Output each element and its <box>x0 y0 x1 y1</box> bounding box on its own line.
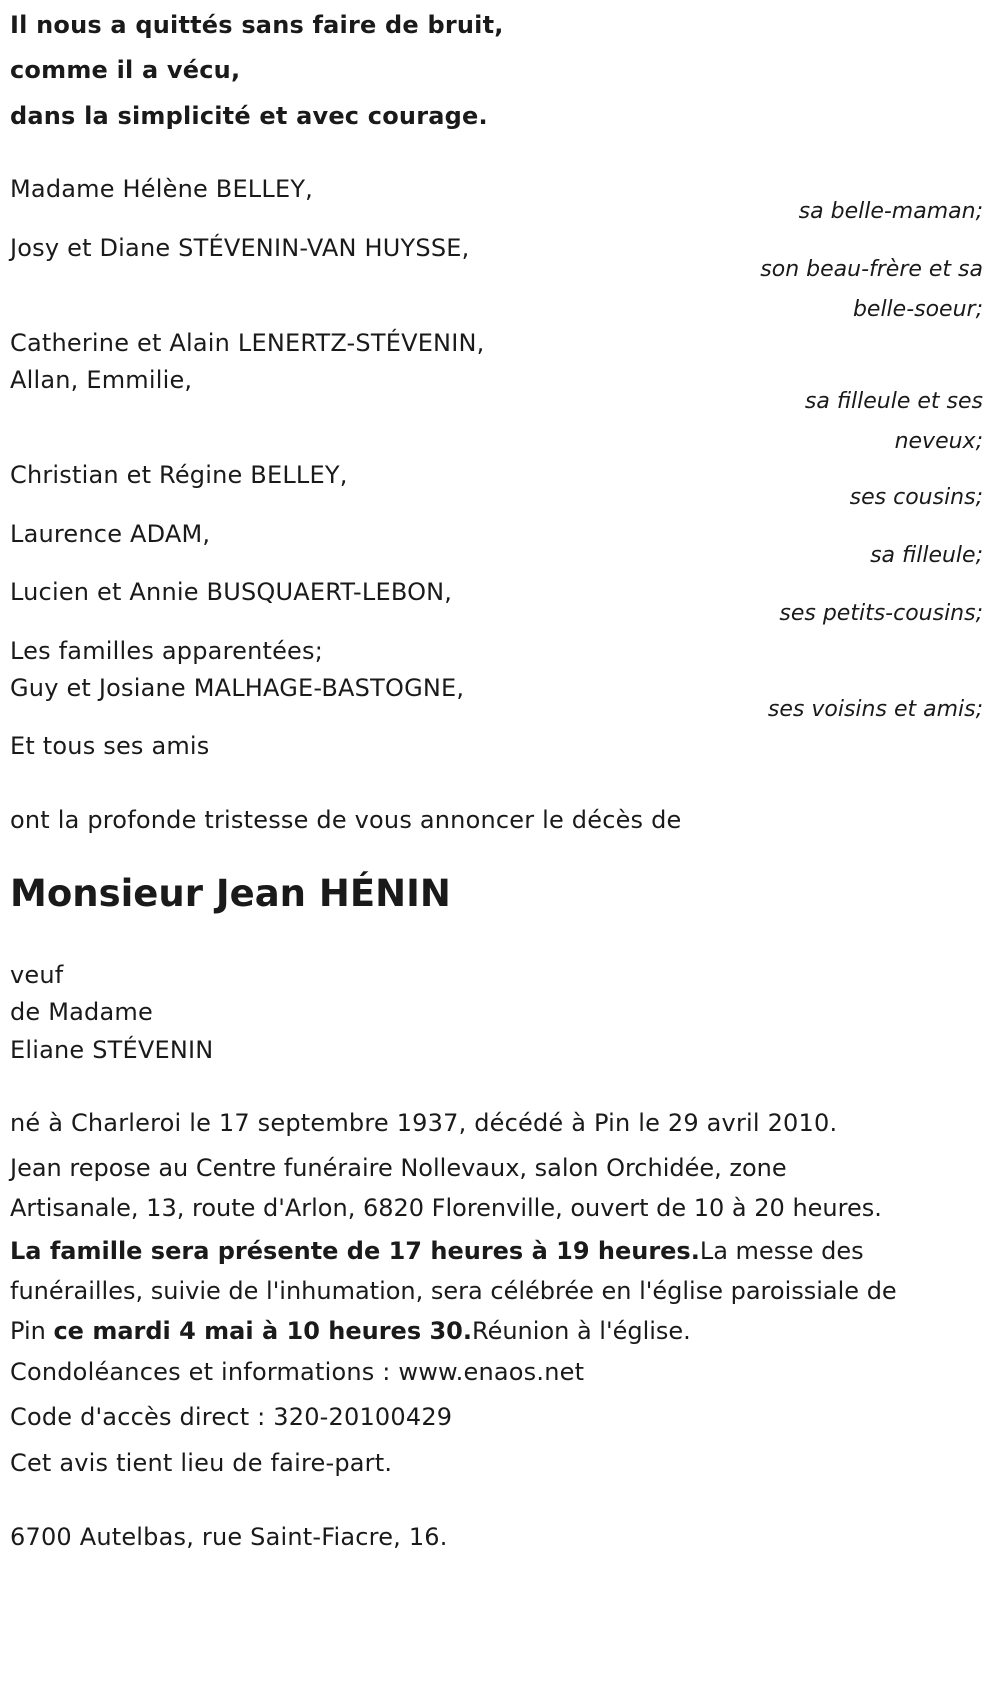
birth-death: né à Charleroi le 17 septembre 1937, décédé à Pin le 29 avril 2010. <box>10 1109 838 1137</box>
funeral-info <box>10 1231 920 1351</box>
family-name: Allan, Emmilie, <box>10 366 193 394</box>
widower-line: veuf <box>10 961 64 989</box>
family-relation: ses cousins; <box>849 485 983 510</box>
notice: Cet avis tient lieu de faire-part. <box>10 1449 393 1477</box>
rest-info: Jean repose au Centre funéraire Nollevaux, salon Orchidée, zone Artisanale, 13, route d'Arlon, 6820 Florenville, ouvert de 10 à 20 heures. <box>10 1154 882 1222</box>
family-name: Madame Hélène BELLEY, <box>10 175 314 203</box>
family-presence: La famille sera présente de 17 heures à 19 heures. <box>10 1237 700 1265</box>
family-relation: ses voisins et amis; <box>767 697 983 722</box>
condolences: Condoléances et informations : www.enaos.net <box>10 1358 585 1386</box>
family-relation: son beau-frère et sa belle-soeur; <box>760 257 983 322</box>
widower-line: Eliane STÉVENIN <box>10 1036 214 1064</box>
family-relation: sa filleule; <box>870 543 983 568</box>
meeting-text: Réunion à l'église. <box>471 1317 691 1345</box>
family-name: Les familles apparentées; <box>10 637 324 665</box>
access-code: Code d'accès direct : 320-20100429 <box>10 1403 453 1431</box>
family-name: Christian et Régine BELLEY, <box>10 461 348 489</box>
mass-text: La messe des funérailles, suivie de l'inhumation, sera célébrée en l'église paroissiale de Pin <box>10 1237 897 1345</box>
family-name: Josy et Diane STÉVENIN-VAN HUYSSE, <box>10 234 470 262</box>
family-relation: ses petits-cousins; <box>779 601 983 626</box>
widower-line: de Madame <box>10 998 153 1026</box>
deceased-name: Monsieur Jean HÉNIN <box>10 872 451 915</box>
announcement: ont la profonde tristesse de vous annoncer le décès de <box>10 806 682 834</box>
family-relation: sa belle-maman; <box>798 199 983 224</box>
poem-line-3: dans la simplicité et avec courage. <box>10 102 488 130</box>
family-name: Laurence ADAM, <box>10 520 211 548</box>
mass-date: ce mardi 4 mai à 10 heures 30. <box>53 1317 472 1345</box>
family-name: Lucien et Annie BUSQUAERT-LEBON, <box>10 578 453 606</box>
poem-line-2: comme il a vécu, <box>10 56 241 84</box>
family-name: Guy et Josiane MALHAGE-BASTOGNE, <box>10 674 465 702</box>
family-name: Catherine et Alain LENERTZ-STÉVENIN, <box>10 329 485 357</box>
poem-line-1: Il nous a quittés sans faire de bruit, <box>10 11 504 39</box>
friends-line: Et tous ses amis <box>10 732 210 760</box>
family-relation: sa filleule et ses neveux; <box>804 389 983 454</box>
address: 6700 Autelbas, rue Saint-Fiacre, 16. <box>10 1523 448 1551</box>
